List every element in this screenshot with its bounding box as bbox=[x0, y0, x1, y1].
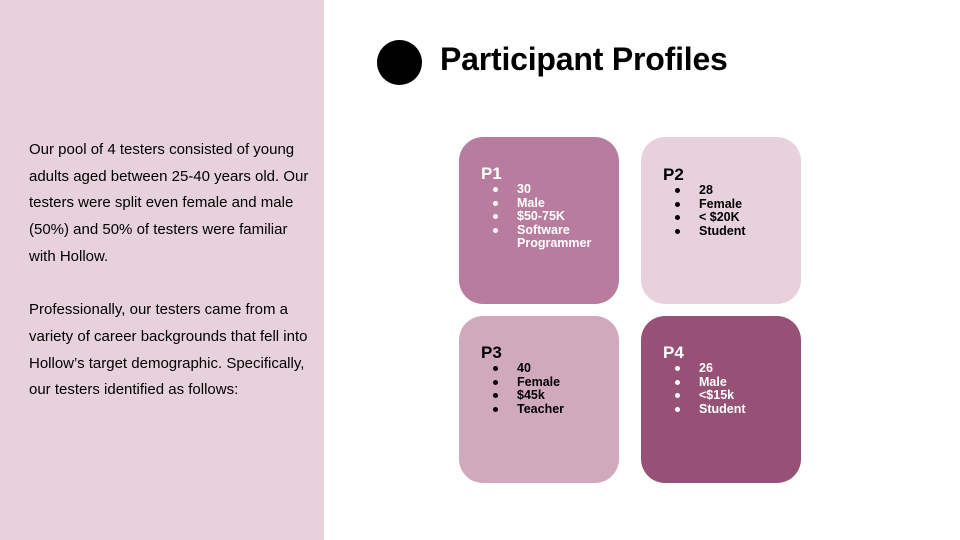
profile-detail-occupation: Student bbox=[663, 403, 793, 417]
profile-detail-gender: Male bbox=[663, 376, 793, 390]
profile-detail-income: $45k bbox=[481, 389, 611, 403]
profile-card-title: P2 bbox=[663, 165, 684, 184]
profile-detail-occupation: Software Programmer bbox=[481, 224, 611, 251]
profile-card-p4 bbox=[641, 316, 801, 483]
profile-detail-income: <$15k bbox=[663, 389, 793, 403]
profile-details bbox=[481, 183, 611, 251]
profile-card-p2 bbox=[641, 137, 801, 304]
profile-detail-age: 28 bbox=[663, 184, 793, 198]
profile-details bbox=[481, 362, 611, 416]
profile-detail-income: $50-75K bbox=[481, 210, 611, 224]
profile-card-title: P4 bbox=[663, 343, 684, 362]
profile-details bbox=[663, 362, 793, 416]
profile-card-p1 bbox=[459, 137, 619, 304]
profile-detail-age: 40 bbox=[481, 362, 611, 376]
profile-detail-gender: Female bbox=[481, 376, 611, 390]
page-title: Participant Profiles bbox=[440, 41, 728, 77]
intro-paragraph-2: Professionally, our testers came from a variety of career backgrounds that fell into Hollow’s target demographic. Specifically, our testers identified as follows: bbox=[29, 301, 308, 399]
profile-detail-age: 26 bbox=[663, 362, 793, 376]
profile-detail-income: < $20K bbox=[663, 211, 793, 225]
profile-card-title: P1 bbox=[481, 164, 502, 183]
profile-details bbox=[663, 184, 793, 238]
intro-paragraph-1: Our pool of 4 testers consisted of young adults aged between 25-40 years old. Our testers were split even female and male (50%) and 50% of testers were familiar with Hollow. bbox=[29, 141, 309, 265]
profile-detail-age: 30 bbox=[481, 183, 611, 197]
profile-detail-gender: Male bbox=[481, 197, 611, 211]
profile-detail-gender: Female bbox=[663, 198, 793, 212]
profile-card-p3 bbox=[459, 316, 619, 483]
title-bullet-circle bbox=[377, 40, 422, 85]
intro-text bbox=[29, 137, 309, 404]
profile-card-title: P3 bbox=[481, 343, 502, 362]
profile-detail-occupation: Student bbox=[663, 225, 793, 239]
profile-detail-occupation: Teacher bbox=[481, 403, 611, 417]
